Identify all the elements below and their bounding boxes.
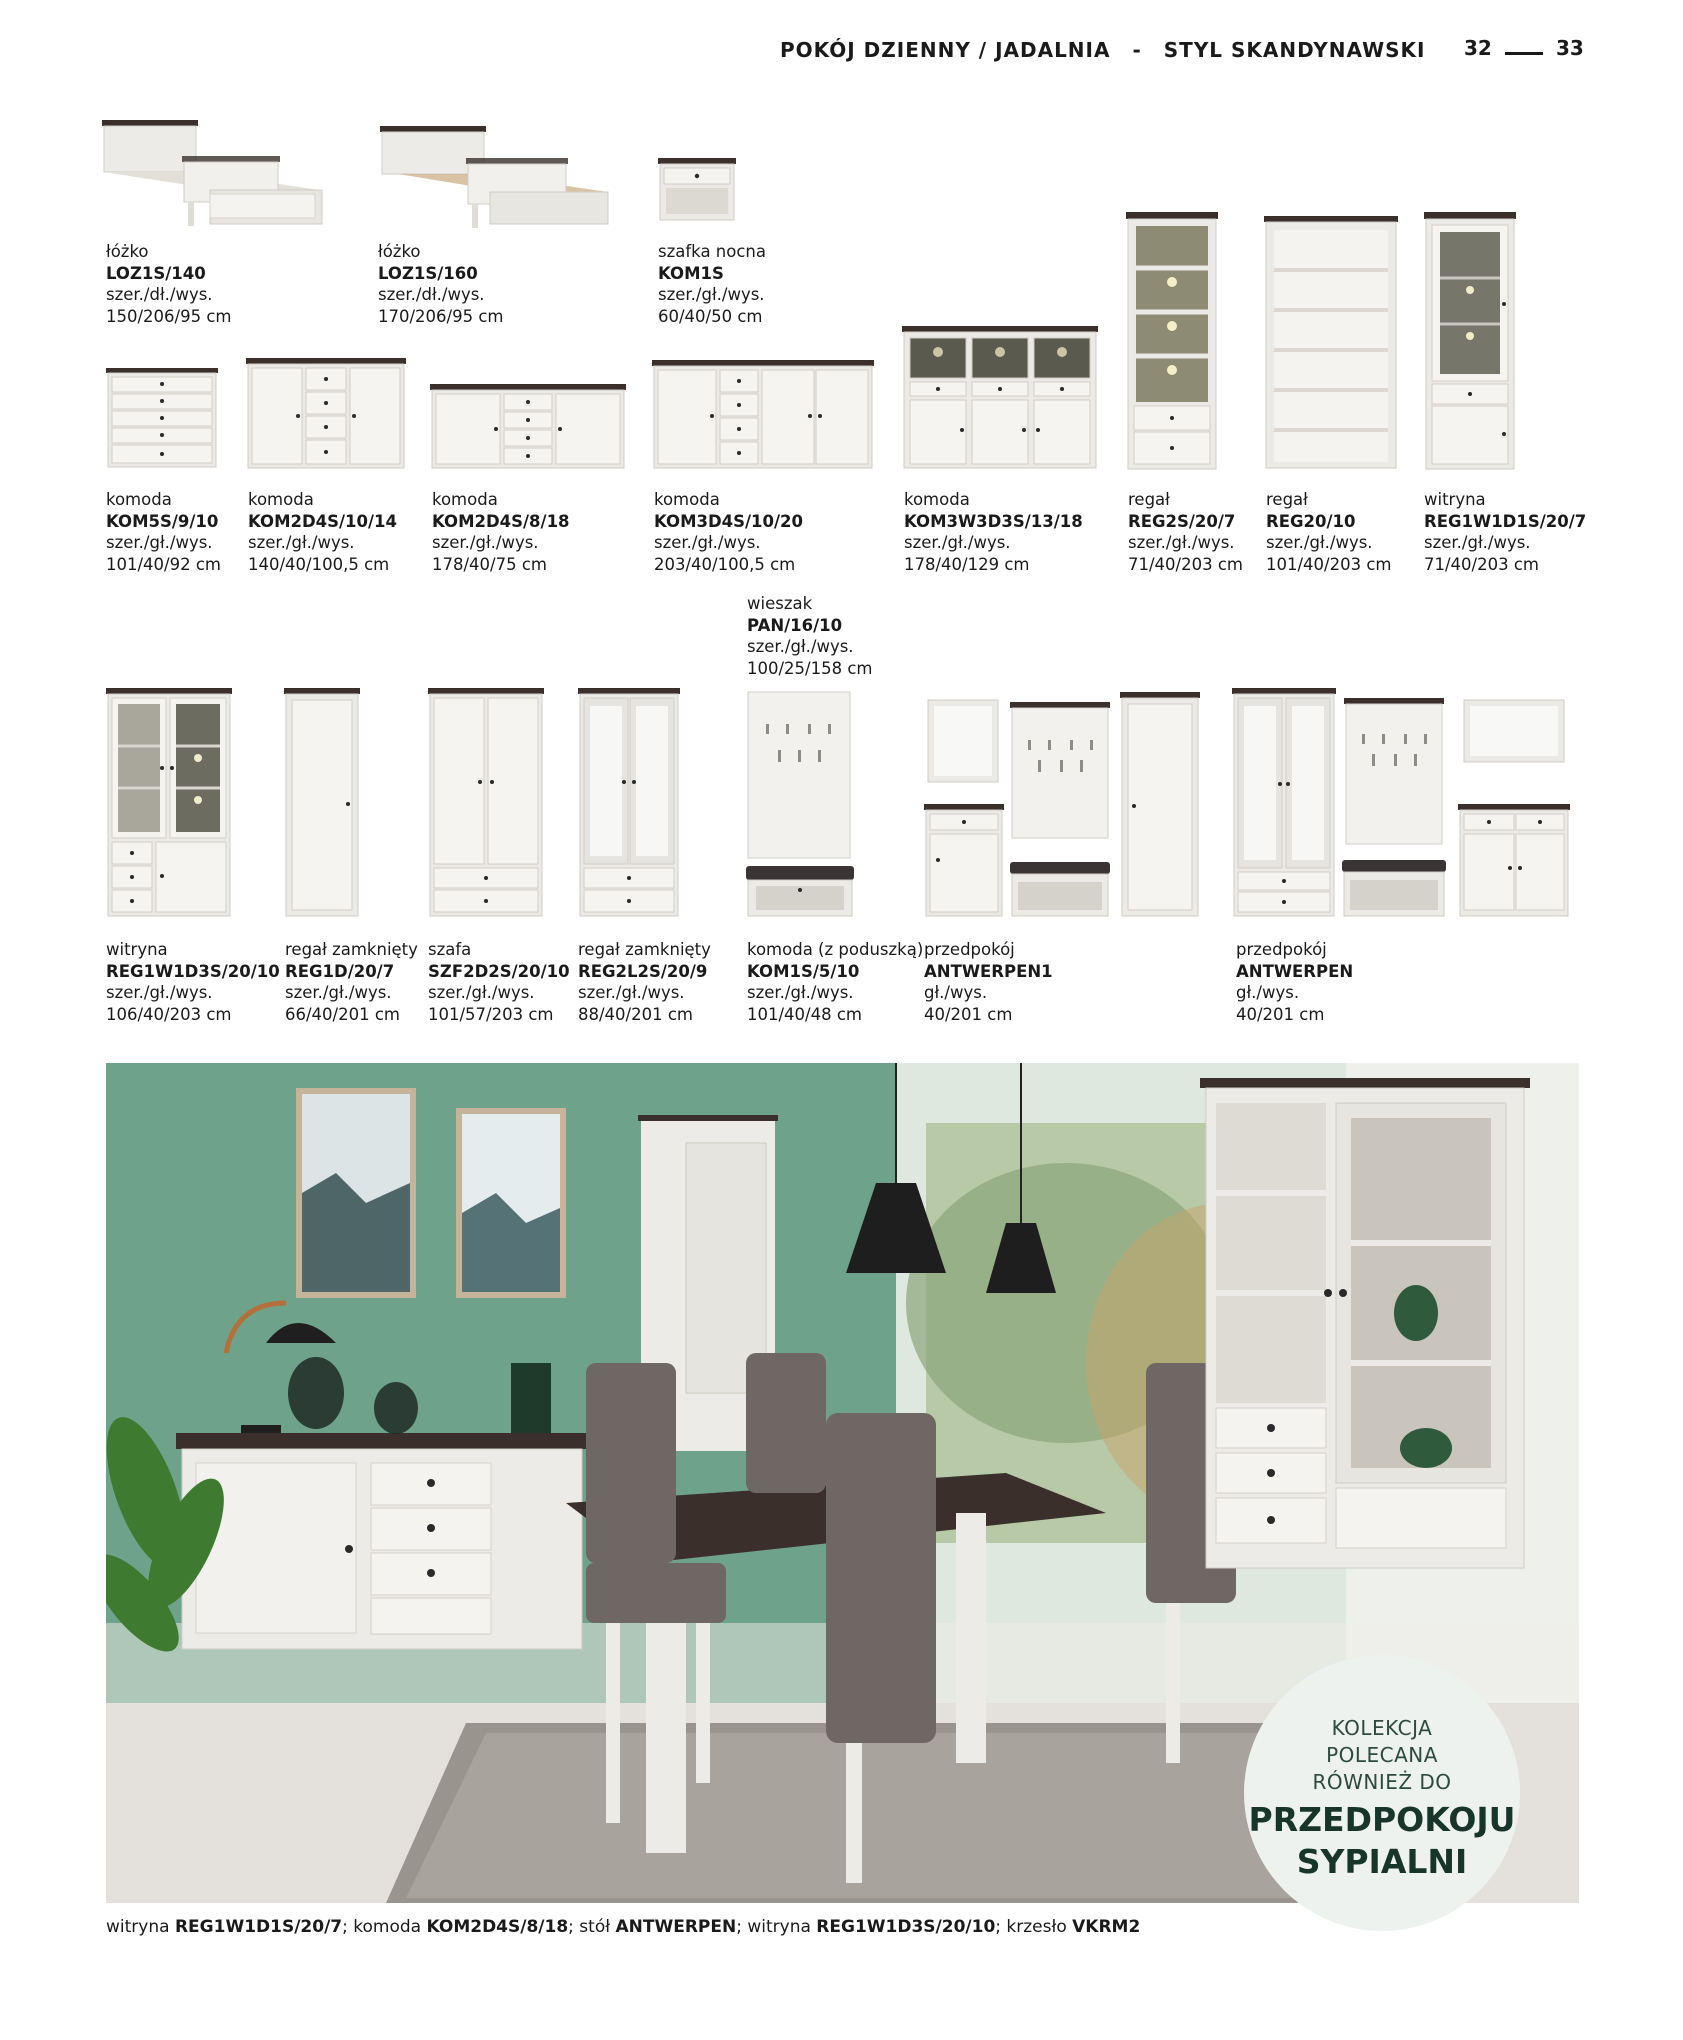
section-title: POKÓJ DZIENNY / JADALNIA — [780, 38, 1111, 62]
page-divider — [1505, 52, 1543, 55]
product-label: witryna REG1W1D3S/20/10 szer./gł./wys. 106/40/203 cm — [106, 940, 280, 1024]
chest-kom3d4s-image — [652, 360, 874, 472]
chest-kom5s-image — [106, 368, 218, 472]
shelf-reg2s-image — [1126, 212, 1218, 472]
product-label: wieszak PAN/16/10 szer./gł./wys. 100/25/158 cm — [747, 594, 873, 678]
section-header — [780, 38, 1426, 62]
page-number-right: 33 — [1556, 36, 1584, 60]
display-cabinet-reg1w1d3s-image — [106, 688, 232, 920]
display-cabinet-reg1w1d1s-image — [1424, 212, 1516, 472]
page-number-left: 32 — [1464, 36, 1492, 60]
product-label: regał zamknięty REG2L2S/20/9 szer./gł./wys. 88/40/201 cm — [578, 940, 711, 1024]
product-label: łóżko LOZ1S/160 szer./dł./wys. 170/206/95 cm — [378, 242, 504, 326]
product-label: regał zamknięty REG1D/20/7 szer./gł./wys. 66/40/201 cm — [285, 940, 418, 1024]
bed-160-image — [378, 124, 612, 232]
badge-title: PRZEDPOKOJU SYPIALNI — [1248, 1800, 1516, 1881]
hallway-set-antwerpen1-image — [924, 690, 1204, 920]
style-title: STYL SKANDYNAWSKI — [1163, 38, 1426, 62]
product-label: witryna REG1W1D1S/20/7 szer./gł./wys. 71/40/203 cm — [1424, 490, 1587, 574]
product-label: komoda KOM2D4S/10/14 szer./gł./wys. 140/40/100,5 cm — [248, 490, 398, 574]
product-label: szafka nocna KOM1S szer./gł./wys. 60/40/50 cm — [658, 242, 766, 326]
product-label: przedpokój ANTWERPEN gł./wys. 40/201 cm — [1236, 940, 1354, 1024]
product-label: regał REG2S/20/7 szer./gł./wys. 71/40/203 cm — [1128, 490, 1243, 574]
chest-kom2d4s-1014-image — [246, 358, 406, 472]
bed-140-image — [100, 112, 326, 232]
product-label: przedpokój ANTWERPEN1 gł./wys. 40/201 cm — [924, 940, 1053, 1024]
product-label: komoda KOM2D4S/8/18 szer./gł./wys. 178/40/75 cm — [432, 490, 570, 574]
collection-badge — [1244, 1655, 1520, 1931]
product-label: szafa SZF2D2S/20/10 szer./gł./wys. 101/57/203 cm — [428, 940, 570, 1024]
product-label: komoda KOM5S/9/10 szer./gł./wys. 101/40/92 cm — [106, 490, 221, 574]
shelf-reg20-image — [1264, 216, 1398, 472]
wardrobe-szf2d2s-image — [428, 688, 544, 920]
bench-kom1s-image — [746, 866, 854, 920]
header-dash: - — [1132, 38, 1142, 62]
chest-kom2d4s-818-image — [430, 384, 626, 472]
nightstand-image — [658, 158, 736, 224]
closed-shelf-reg1d-image — [284, 688, 360, 920]
product-label: komoda KOM3W3D3S/13/18 szer./gł./wys. 178/40/129 cm — [904, 490, 1083, 574]
product-label: komoda KOM3D4S/10/20 szer./gł./wys. 203/40/100,5 cm — [654, 490, 804, 574]
product-label: łóżko LOZ1S/140 szer./dł./wys. 150/206/95 cm — [106, 242, 232, 326]
chest-kom3w3d3s-image — [902, 326, 1098, 472]
product-label: komoda (z poduszką) KOM1S/5/10 szer./gł./wys. 101/40/48 cm — [747, 940, 924, 1024]
closed-shelf-reg2l2s-image — [578, 688, 680, 920]
photo-caption: witryna REG1W1D1S/20/7; komoda KOM2D4S/8/18; stół ANTWERPEN; witryna REG1W1D3S/20/10; krzesło VKRM2 — [106, 1917, 1141, 1937]
coat-rack-panel-image — [746, 690, 852, 860]
product-label: regał REG20/10 szer./gł./wys. 101/40/203 cm — [1266, 490, 1392, 574]
hallway-set-antwerpen-image — [1230, 688, 1570, 920]
badge-subtitle: KOLEKCJA POLECANA RÓWNIEŻ DO — [1312, 1716, 1452, 1794]
